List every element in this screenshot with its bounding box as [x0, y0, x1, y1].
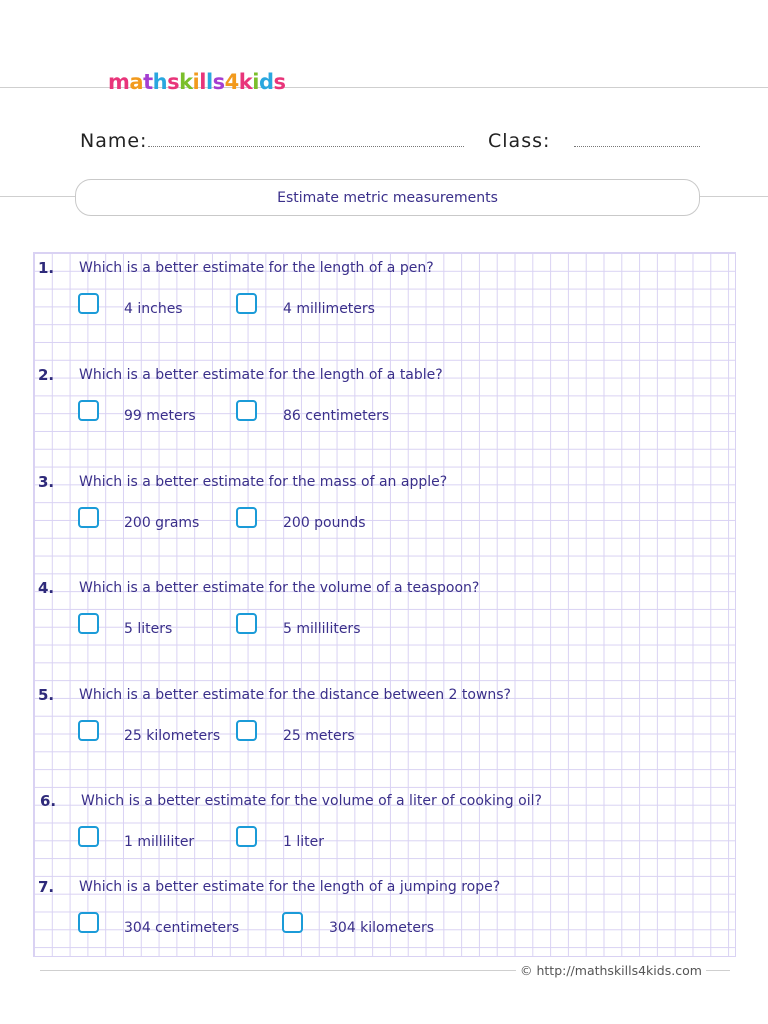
answer-checkbox[interactable] [236, 507, 257, 528]
question-text: Which is a better estimate for the mass of an apple? [79, 474, 448, 490]
question-text: Which is a better estimate for the volume of a liter of cooking oil? [81, 793, 542, 809]
answer-option-label: 200 grams [124, 515, 200, 531]
question-number: 1. [38, 259, 55, 277]
question-text: Which is a better estimate for the distance between 2 towns? [79, 687, 511, 703]
answer-option-label: 99 meters [124, 408, 196, 424]
answer-option-label: 1 milliliter [124, 834, 195, 850]
name-label: Name: [80, 130, 148, 152]
logo-letter: l [199, 70, 206, 94]
brand-logo [108, 70, 285, 94]
answer-option-label: 86 centimeters [283, 408, 390, 424]
answer-checkbox[interactable] [78, 400, 99, 421]
answer-checkbox[interactable] [236, 400, 257, 421]
question-number: 6. [40, 792, 57, 810]
logo-letter: s [212, 70, 225, 94]
answer-option-label: 304 centimeters [124, 920, 240, 936]
logo-letter: a [129, 70, 144, 94]
answer-option-label: 25 kilometers [124, 728, 221, 744]
answer-option-label: 4 inches [124, 301, 183, 317]
answer-option-label: 5 liters [124, 621, 173, 637]
answer-option-label: 304 kilometers [329, 920, 435, 936]
copyright-text: © http://mathskills4kids.com [516, 963, 706, 978]
answer-option-label: 5 milliliters [283, 621, 361, 637]
answer-checkbox[interactable] [78, 293, 99, 314]
answer-checkbox[interactable] [236, 613, 257, 634]
question-number: 3. [38, 473, 55, 491]
logo-letter: s [167, 70, 180, 94]
graph-paper-grid [33, 252, 736, 957]
logo-letter: l [205, 70, 213, 94]
logo-letter: k [238, 70, 253, 94]
answer-checkbox[interactable] [78, 613, 99, 634]
answer-checkbox[interactable] [236, 720, 257, 741]
class-label: Class: [488, 130, 551, 152]
logo-letter: i [252, 70, 259, 94]
question-number: 7. [38, 878, 55, 896]
question-text: Which is a better estimate for the length of a table? [79, 367, 443, 383]
worksheet-title-box [75, 179, 700, 216]
logo-letter: k [179, 70, 193, 94]
answer-option-label: 1 liter [283, 834, 324, 850]
question-number: 5. [38, 686, 55, 704]
name-field[interactable] [148, 146, 464, 147]
question-text: Which is a better estimate for the length of a pen? [79, 260, 434, 276]
answer-option-label: 200 pounds [283, 515, 366, 531]
question-text: Which is a better estimate for the length of a jumping rope? [79, 879, 501, 895]
class-field[interactable] [574, 146, 700, 147]
answer-checkbox[interactable] [236, 826, 257, 847]
question-number: 4. [38, 579, 55, 597]
logo-letter: 4 [224, 70, 239, 94]
worksheet-title: Estimate metric measurements [277, 189, 498, 206]
logo-letter: d [258, 70, 274, 94]
answer-checkbox[interactable] [78, 720, 99, 741]
answer-checkbox[interactable] [236, 293, 257, 314]
answer-option-label: 25 meters [283, 728, 355, 744]
question-number: 2. [38, 366, 55, 384]
logo-letter: h [152, 70, 168, 94]
answer-checkbox[interactable] [282, 912, 303, 933]
answer-option-label: 4 millimeters [283, 301, 375, 317]
logo-letter: s [273, 70, 286, 94]
logo-letter: i [192, 70, 200, 94]
logo-letter: m [108, 70, 130, 94]
answer-checkbox[interactable] [78, 912, 99, 933]
answer-checkbox[interactable] [78, 826, 99, 847]
question-text: Which is a better estimate for the volume of a teaspoon? [79, 580, 480, 596]
logo-letter: t [143, 70, 153, 94]
answer-checkbox[interactable] [78, 507, 99, 528]
